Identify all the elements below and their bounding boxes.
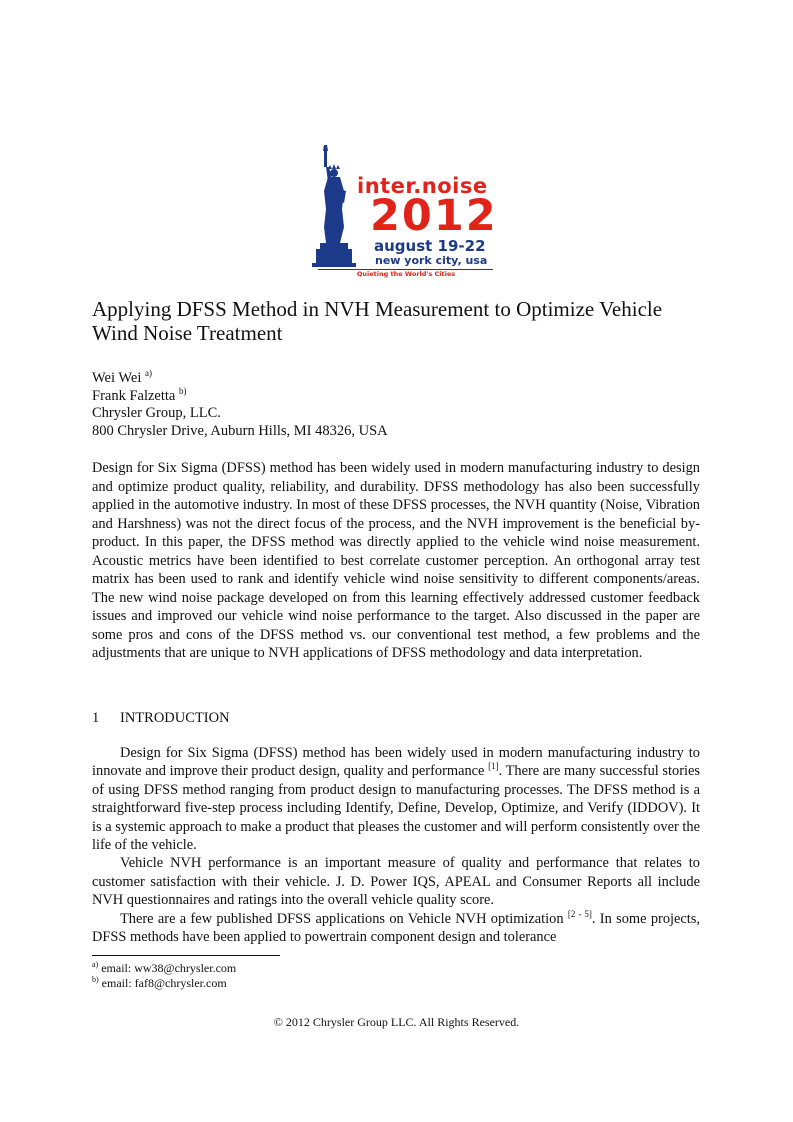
section-heading	[92, 710, 230, 727]
paragraph	[92, 910, 700, 947]
author-line	[92, 370, 388, 388]
author-mark: b)	[178, 385, 187, 396]
address: 800 Chrysler Drive, Auburn Hills, MI 48326, USA	[92, 422, 388, 439]
logo-dates: august 19-22	[374, 237, 486, 255]
logo-year: 2012	[370, 191, 498, 241]
author-name: Wei Wei	[92, 370, 142, 386]
author-name: Frank Falzetta	[92, 387, 176, 404]
statue-of-liberty-icon	[310, 143, 370, 273]
paragraph: Vehicle NVH performance is an important measure of quality and performance that relates to customer satisfaction with their vehicle. J. D. Power IQS, APEAL and Consumer Reports all include NVH questionnaires and ratings into the overall vehicle quality score.	[92, 855, 700, 909]
section-number: 1	[92, 710, 100, 726]
paragraph-text: . There are many successful stories of using DFSS method ranging from product design to manufacturing processes. The DFSS method is a straightforward five-step process including Identify, Define, Develop, Optimize, and Verify (IDDOV). It is a systemic approach to make a product that pleases the customer and will perform consistently over the life of the vehicle.	[92, 763, 700, 854]
logo-tagline: Quieting the World's Cities	[356, 270, 456, 278]
paper-title: Applying DFSS Method in NVH Measurement to Optimize Vehicle Wind Noise Treatment	[92, 297, 663, 345]
paragraph-text: . In some projects, DFSS methods have been applied to powertrain component design and tolerance	[92, 910, 700, 946]
logo-location: new york city, usa	[375, 254, 488, 267]
citation: [1]	[488, 761, 499, 772]
footnote-text: email: ww38@chrysler.com	[101, 961, 237, 975]
introduction-body	[92, 744, 700, 946]
footnote	[92, 976, 236, 991]
affiliation: Chrysler Group, LLC.	[92, 405, 221, 421]
copyright-notice: © 2012 Chrysler Group LLC. All Rights Reserved.	[273, 1015, 520, 1029]
section-title: INTRODUCTION	[120, 710, 230, 726]
conference-logo	[310, 143, 498, 283]
footnotes	[92, 961, 236, 991]
author-line	[92, 385, 388, 406]
citation: [2 - 5]	[567, 908, 592, 919]
paragraph-text: Design for Six Sigma (DFSS) method has been widely used in modern manufacturing industry to innovate and improve their product design, quality and performance	[92, 745, 700, 780]
footnote-divider	[92, 955, 280, 956]
footnote-mark: b)	[92, 975, 99, 984]
footnote-mark: a)	[92, 960, 99, 969]
footnote-text: email: faf8@chrysler.com	[101, 976, 227, 990]
author-block	[92, 370, 388, 440]
abstract: Design for Six Sigma (DFSS) method has been widely used in modern manufacturing industry to design and optimize product quality, reliability, and durability. DFSS methodology has also been successfully applied in the automotive industry. In most of these DFSS processes, the NVH quantity (Noise, Vibration and Harshness) was not the direct focus of the process, and the NVH improvement is the beneficial by-product. In this paper, the DFSS method was directly applied to the vehicle wind noise measurement. Acoustic metrics have been identified to best correlate customer perception. An orthogonal array test matrix has been used to rank and identify vehicle wind noise sensitivity to different components/areas. The new wind noise package developed on from this learning effectively addressed customer feedback issues and improved our vehicle wind noise performance to the target. Also discussed in the paper are some pros and cons of the DFSS method vs. our conventional test method, a few problems and the adjustments that are unique to NVH applications of DFSS methodology and data interpretation.	[92, 460, 700, 661]
paragraph-text: There are a few published DFSS applications on Vehicle NVH optimization	[120, 910, 564, 927]
footnote	[92, 961, 236, 976]
author-mark: a)	[144, 368, 152, 378]
paragraph	[92, 744, 700, 854]
logo-wordmark: inter.noise	[357, 174, 488, 198]
